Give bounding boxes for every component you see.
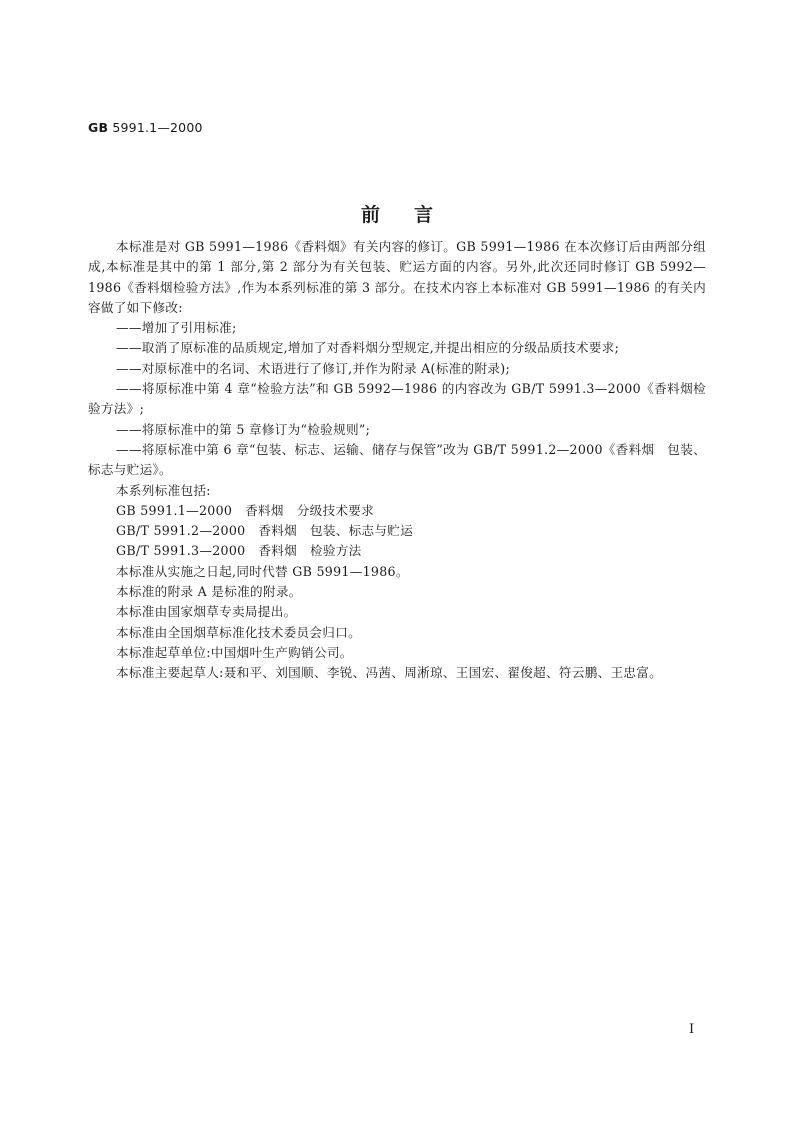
header-prefix: GB	[88, 120, 109, 135]
page-title: 前言	[360, 204, 467, 226]
paragraph-committee: 本标准由全国烟草标准化技术委员会归口。	[116, 624, 361, 640]
list-item-change-4: ——将原标准中第 4 章“检验方法”和 GB 5992—1986 的内容改为 GB/T 5991.3—2000《香料烟检验方法》;	[88, 381, 706, 417]
paragraph-proposer: 本标准由国家烟草专卖局提出。	[116, 604, 297, 620]
paragraph-series-intro: 本系列标准包括:	[116, 482, 211, 498]
paragraph-intro: 本标准是对 GB 5991—1986《香料烟》有关内容的修订。GB 5991—1986 在本次修订后由两部分组成,本标准是其中的第 1 部分,第 2 部分为有关包装、贮运方面的内容。另外,此次还同时修订 GB 5992—1986《香料烟检验方法》,作为本系列标准的第 3 部分。在技术内容上本标准对 GB 5991—1986 的有关内容做了如下修改:	[88, 239, 706, 315]
paragraph-drafters: 本标准主要起草人:聂和平、刘国顺、李锐、冯茜、周淅琼、王国宏、翟俊超、符云鹏、王忠富。	[116, 665, 663, 681]
list-item-change-1: ——增加了引用标准;	[116, 320, 237, 336]
series-item-2: GB/T 5991.2—2000 香料烟 包装、标志与贮运	[116, 523, 414, 539]
foreword-body	[88, 237, 706, 684]
page-number: I	[689, 1022, 695, 1037]
list-item-change-6: ——将原标准中第 6 章“包装、标志、运输、储存与保管”改为 GB/T 5991.2—2000《香料烟 包装、标志与贮运》。	[88, 441, 706, 478]
list-item-change-2: ——取消了原标准的品质规定,增加了对香料烟分型规定,并提出相应的分级品质技术要求;	[116, 340, 620, 356]
list-item-change-5: ——将原标准中的第 5 章修订为“检验规则”;	[116, 421, 371, 437]
series-item-3: GB/T 5991.3—2000 香料烟 检验方法	[116, 543, 362, 559]
paragraph-drafting-unit: 本标准起草单位:中国烟叶生产购销公司。	[116, 644, 353, 660]
page-header	[88, 120, 203, 135]
header-standard-number: 5991.1—2000	[108, 120, 203, 135]
list-item-change-3: ——对原标准中的名词、术语进行了修订,并作为附录 A(标准的附录);	[116, 360, 510, 376]
series-item-1: GB 5991.1—2000 香料烟 分级技术要求	[116, 502, 375, 518]
paragraph-replacement: 本标准从实施之日起,同时代替 GB 5991—1986。	[116, 563, 409, 579]
paragraph-appendix: 本标准的附录 A 是标准的附录。	[116, 584, 302, 600]
